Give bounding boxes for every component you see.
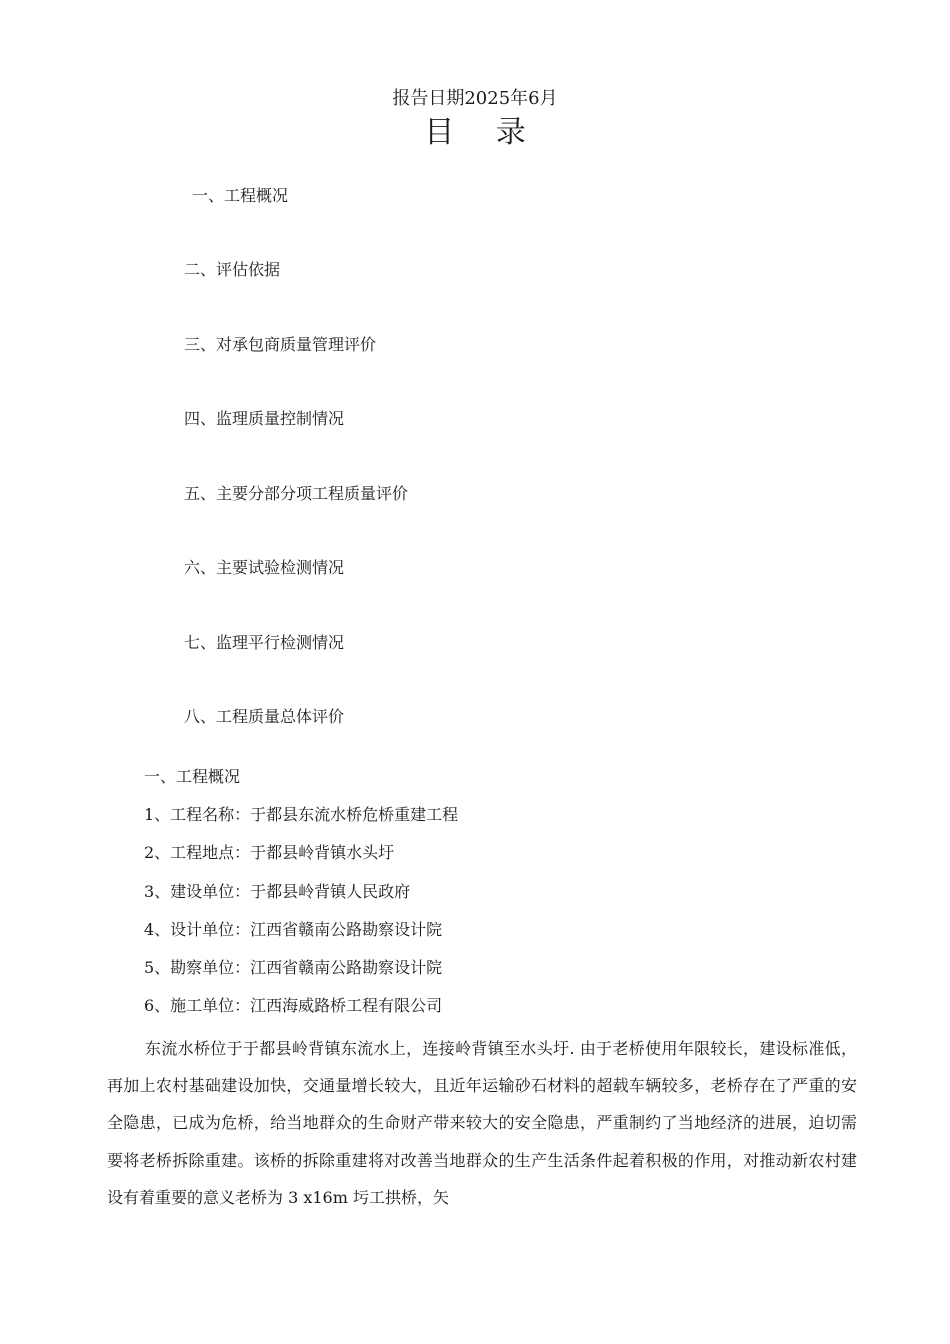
project-location: 2、工程地点：于都县岭背镇水头圩 xyxy=(144,843,395,862)
toc-item[interactable]: 一、工程概况 xyxy=(192,186,289,205)
project-name: 1、工程名称：于都县东流水桥危桥重建工程 xyxy=(144,805,459,824)
toc-item[interactable]: 四、监理质量控制情况 xyxy=(184,409,345,428)
toc-title: 目 录 xyxy=(424,115,542,150)
toc-item[interactable]: 二、评估依据 xyxy=(184,260,281,279)
section-heading: 一、工程概况 xyxy=(144,767,241,786)
toc-item[interactable]: 六、主要试验检测情况 xyxy=(184,558,345,577)
toc-item[interactable]: 七、监理平行检测情况 xyxy=(184,633,345,652)
contractor-unit: 6、施工单位：江西海威路桥工程有限公司 xyxy=(144,996,443,1015)
design-unit: 4、设计单位：江西省赣南公路勘察设计院 xyxy=(144,920,443,939)
survey-unit: 5、勘察单位：江西省赣南公路勘察设计院 xyxy=(144,958,443,977)
construction-unit: 3、建设单位：于都县岭背镇人民政府 xyxy=(144,882,411,901)
toc-item[interactable]: 五、主要分部分项工程质量评价 xyxy=(184,484,409,503)
project-description-paragraph: 东流水桥位于于都县岭背镇东流水上，连接岭背镇至水头圩. 由于老桥使用年限较长，建设标准低，再加上农村基础建设加快，交通量增长较大，且近年运输砂石材料的超载车辆较多，老桥存在了严重的安全隐患，已成为危桥，给当地群众的生命财产带来较大的安全隐患，严重制约了当地经济的进展，迫切需要将老桥拆除重建。该桥的拆除重建将对改善当地群众的生产生活条件起着积极的作用，对推动新农村建设有着重要的意义老桥为 3 x16m 圬工拱桥，矢 xyxy=(107,1039,857,1207)
report-date: 报告日期2025年6月 xyxy=(392,88,558,109)
toc-item[interactable]: 八、工程质量总体评价 xyxy=(184,707,345,726)
toc-item[interactable]: 三、对承包商质量管理评价 xyxy=(184,335,377,354)
